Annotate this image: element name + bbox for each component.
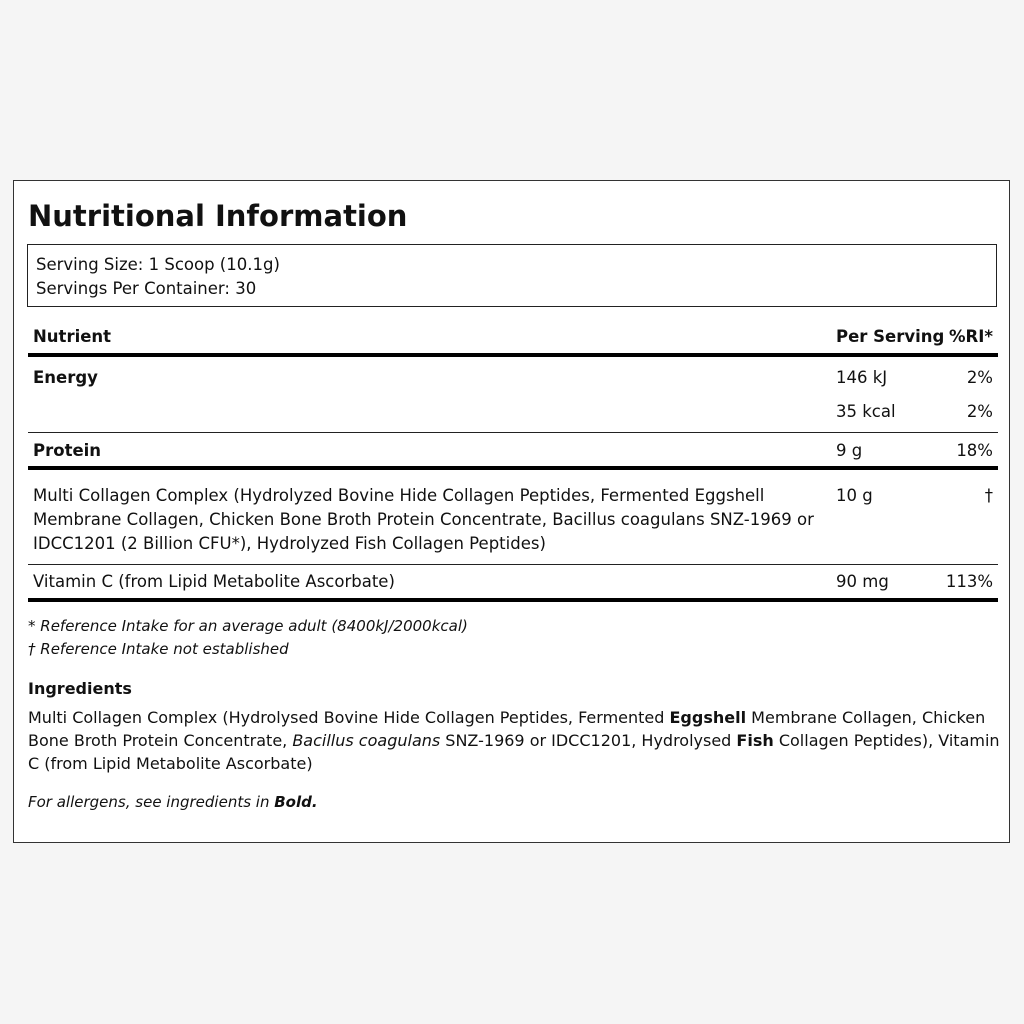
table-row-multi-collagen — [28, 470, 998, 565]
header-per-serving: Per Serving — [836, 327, 945, 346]
ri-value: 113% — [945, 572, 993, 591]
ingredients-heading: Ingredients — [28, 679, 132, 698]
table-row-vitamin-c — [28, 565, 998, 602]
servings-per-container: Servings Per Container: 30 — [36, 279, 257, 298]
nutrition-panel — [13, 180, 1010, 843]
serving-info-box — [27, 244, 997, 307]
allergen-fish: Fish — [736, 731, 774, 750]
table-row-energy — [28, 357, 998, 433]
allergen-note-text: For allergens, see ingredients in — [28, 793, 275, 811]
ri-value: 2% — [966, 402, 993, 421]
nutrient-name: Energy — [33, 368, 98, 387]
ingredients-part: Membrane Collagen, Chicken Bone Broth Protein Concentrate, — [28, 708, 986, 750]
page-title: Nutritional Information — [28, 199, 408, 233]
ingredients-part: Collagen Peptides), Vitamin C (from Lipid Metabolite Ascorbate) — [28, 731, 1000, 773]
ingredients-part: SNZ-1969 or IDCC1201, Hydrolysed — [440, 731, 737, 750]
per-serving-value: 90 mg — [836, 572, 889, 591]
table-row-protein — [28, 433, 998, 470]
dagger-footnote: † Reference Intake not established — [28, 640, 289, 658]
ingredients-text — [28, 706, 1003, 775]
ingredients-part: Multi Collagen Complex (Hydrolysed Bovine Hide Collagen Peptides, Fermented — [28, 708, 670, 727]
per-serving-value: 9 g — [836, 441, 863, 460]
table-header-row — [28, 319, 998, 357]
header-ri: %RI* — [948, 327, 993, 346]
ri-value: 18% — [956, 441, 993, 460]
nutrition-table — [28, 319, 998, 602]
header-nutrient: Nutrient — [33, 327, 112, 346]
allergen-eggshell: Eggshell — [669, 708, 747, 727]
serving-size: Serving Size: 1 Scoop (10.1g) — [36, 255, 280, 274]
ri-value: 2% — [966, 368, 993, 387]
allergen-note-bold: Bold. — [274, 793, 318, 811]
ri-footnote: * Reference Intake for an average adult (8400kJ/2000kcal) — [28, 617, 468, 635]
per-serving-value: 146 kJ — [836, 368, 888, 387]
footnotes — [28, 615, 468, 661]
nutrient-name: Protein — [33, 441, 102, 460]
ingredients-italic: Bacillus coagulans — [292, 731, 441, 750]
nutrient-name: Multi Collagen Complex (Hydrolyzed Bovine Hide Collagen Peptides, Fermented Eggshell Membrane Collagen, Chicken Bone Broth Protein Concentrate, Bacillus coagulans SNZ-1969 or IDCC1201 (2 Billion CFU*), Hydrolyzed Fish Collagen Peptides) — [33, 486, 814, 553]
ri-value: † — [984, 486, 993, 505]
allergen-note — [28, 791, 318, 814]
per-serving-value: 35 kcal — [836, 402, 896, 421]
nutrient-name: Vitamin C (from Lipid Metabolite Ascorbate) — [33, 572, 395, 591]
per-serving-value: 10 g — [836, 486, 873, 505]
